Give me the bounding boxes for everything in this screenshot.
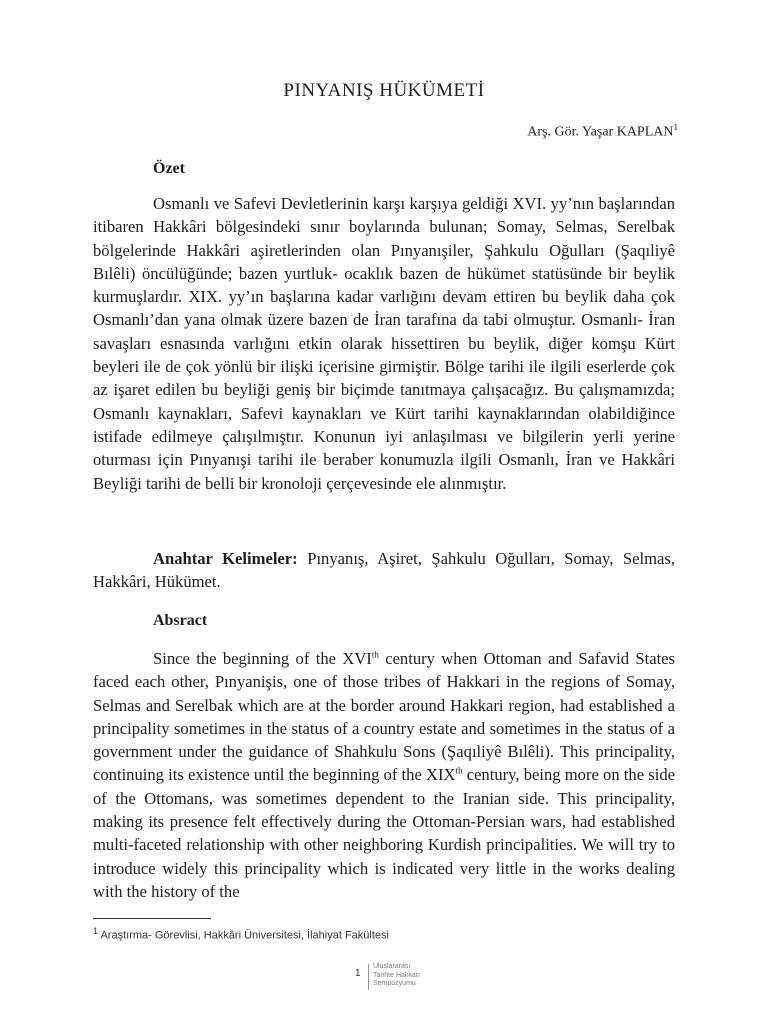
abstract-paragraph bbox=[93, 647, 675, 903]
footnote bbox=[93, 926, 389, 942]
page-number: 1 bbox=[355, 968, 361, 979]
ozet-paragraph: Osmanlı ve Safevi Devletlerinin karşı karşıya geldiği XVI. yy’nın başlarından itibaren Hakkâri bölgesindeki sınır boylarında bulunan; Somay, Selmas, Serelbak bölgelerinde Hakkâri aşiretlerinden olan Pınyanışiler, Şahkulu Oğulları (Şaqıliyê Bılêli) öncülüğünde; bazen yurtluk- ocaklık bazen de hükümet statüsünde bir beylik kurmuşlardır. XIX. yy’ın başlarına kadar varlığını devam ettiren bu beylik daha çok Osmanlı’dan yana olmak üzere bazen de İran tarafına da tabi olmuştur. Osmanlı- İran savaşları esnasında varlığını etkin olarak hissettiren bu beylik, diğer komşu Kürt beyleri ile de çok yönlü bir ilişki içerisine girmiştir. Bölge tarihi ile ilgili eserlerde çok az işaret edilen bu beyliği geniş bir biçimde tanıtmaya çalışacağız. Bu çalışmamızda; Osmanlı kaynakları, Safevi kaynakları ve Kürt tarihi kaynaklarından olabildiğince istifade edilmeye çalışılmıştır. Konunun iyi anlaşılması ve bilgilerin yerli yerine oturması için Pınyanışi tarihi ile beraber konumuzla ilgili Osmanlı, İran ve Hakkâri Beyliği tarihi de belli bir kronoloji çerçevesinde ele alınmıştır. bbox=[93, 194, 675, 493]
keywords-paragraph bbox=[93, 547, 675, 594]
abstract-heading: Absract bbox=[153, 612, 208, 629]
author-footnote-mark[interactable]: 1 bbox=[673, 122, 678, 132]
symposium-line-3: Sempozyumu bbox=[373, 980, 416, 987]
abstract-sup-2: th bbox=[455, 765, 463, 776]
article-title: PINYANIŞ HÜKÜMETİ bbox=[283, 80, 485, 101]
symposium-line-2: Tarihte Hakkari bbox=[373, 971, 420, 979]
keywords-label: Anahtar Kelimeler: bbox=[153, 549, 298, 568]
footnote-mark: 1 bbox=[93, 926, 99, 936]
symposium-line-1: Uluslararası bbox=[373, 963, 411, 970]
abstract-sup-1: th bbox=[371, 649, 379, 660]
footer-divider bbox=[368, 964, 369, 990]
ozet-heading: Özet bbox=[153, 160, 185, 177]
keywords-text: Pınyanış, Aşiret, Şahkulu Oğulları, Somay, Selmas, Hakkâri, Hükümet. bbox=[93, 549, 675, 592]
author-name: Arş. Gör. Yaşar KAPLAN bbox=[527, 124, 674, 140]
footnote-text: Araştırma- Görevlisi, Hakkâri Üniversitesi, İlahiyat Fakültesi bbox=[98, 929, 389, 942]
footnote-divider bbox=[93, 918, 211, 919]
author-line bbox=[527, 122, 678, 141]
abstract-text-part3: century, being more on the side of the Ottomans, was sometimes dependent to the Iranian side. This principality, making its presence felt effectively during the Ottoman-Persian wars, had established multi-faceted relationship with other neighboring Kurdish principalities. We will try to introduce widely this principality which is indicated very little in the works dealing with the history of the bbox=[93, 765, 675, 901]
abstract-text-part1: Since the beginning of the XVI bbox=[153, 649, 372, 668]
abstract-text-part2: century when Ottoman and Safavid States faced each other, Pınyanişis, one of those tribes of Hakkari in the regions of Somay, Selmas and Serelbak which are at the border around Hakkari region, had established a principality sometimes in the status of a country estate and sometimes in the status of a government under the guidance of Shahkulu Sons (Şaqıliyê Bılêli). This principality, continuing its existence until the beginning of the XIX bbox=[93, 649, 675, 785]
symposium-label bbox=[373, 963, 420, 989]
